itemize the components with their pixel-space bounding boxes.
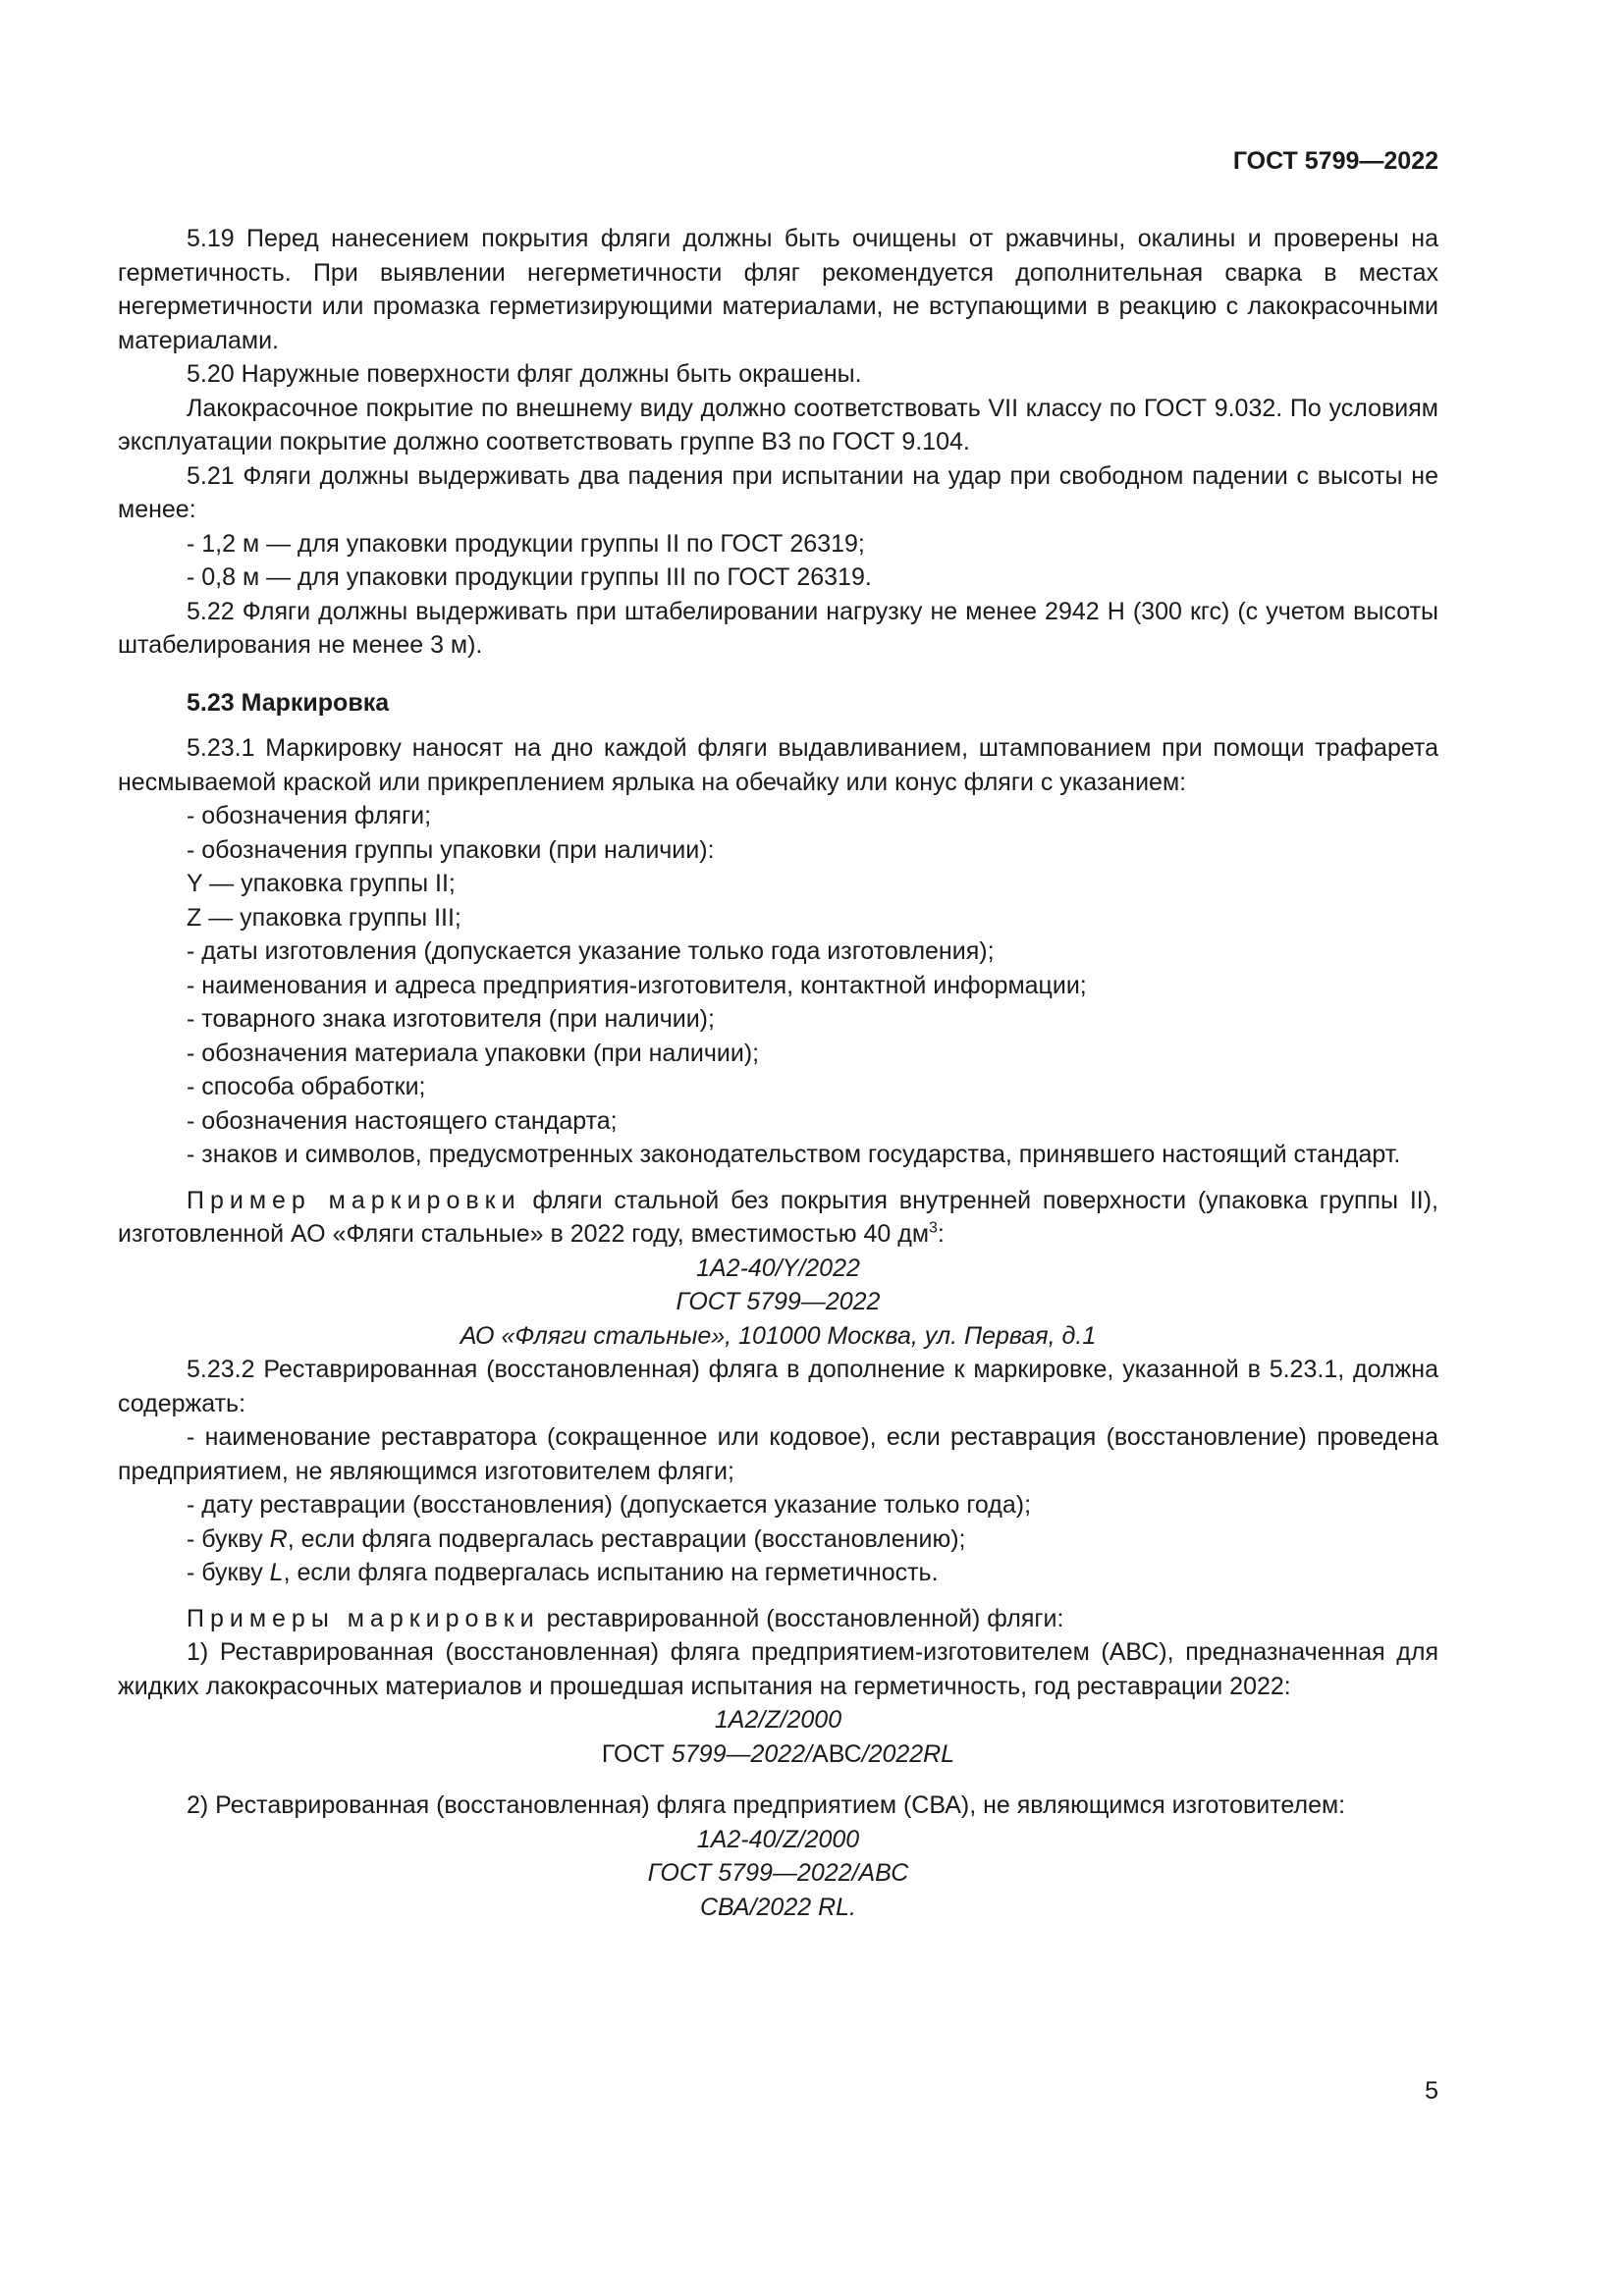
example-1-mark-line-2 xyxy=(118,1737,1438,1772)
list-item: Z — упаковка группы III; xyxy=(187,903,461,932)
gost-number: 5799—2022/ xyxy=(671,1739,813,1768)
example-mark-line-3: АО «Фляги стальные», 101000 Москва, ул. Первая, д.1 xyxy=(460,1321,1097,1350)
example-superscript: 3 xyxy=(929,1219,938,1237)
list-item: - 0,8 м — для упаковки продукции группы III по ГОСТ 26319. xyxy=(187,563,872,591)
letter-l: L xyxy=(269,1559,284,1586)
example-text: фляги стальной без покрытия внутренней поверхности (упаковка группы II), изготовленной АО «Фляги стальные» в 2022 году, вместимостью 40 дм xyxy=(118,1186,1438,1248)
list-item: - обозначения материала упаковки (при наличии); xyxy=(187,1039,760,1067)
list-item: - товарного знака изготовителя (при наличии); xyxy=(187,1005,715,1033)
paragraph-5-21: 5.21 Фляги должны выдерживать два падения при испытании на удар при свободном падении с высоты не менее: xyxy=(118,461,1438,523)
page-number: 5 xyxy=(1425,2077,1438,2105)
standard-header: ГОСТ 5799—2022 xyxy=(1232,147,1438,175)
example-mark-line-1: 1A2-40/Y/2022 xyxy=(696,1254,860,1282)
list-item: - 1,2 м — для упаковки продукции группы II по ГОСТ 26319; xyxy=(187,529,865,558)
example-end: : xyxy=(937,1220,945,1248)
list-item: - обозначения настоящего стандарта; xyxy=(187,1106,618,1135)
list-item-text: , если фляга подвергалась испытанию на герметичность. xyxy=(283,1559,939,1586)
manufacturer-code: АВС xyxy=(812,1739,862,1768)
list-item: - даты изготовления (допускается указание только года изготовления); xyxy=(187,937,995,965)
list-item: - наименование реставратора (сокращенное или кодовое), если реставрация (восстановление) проведена предприятием, не являющимся изготовителем фляги; xyxy=(118,1423,1438,1485)
example-mark-line-2: ГОСТ 5799—2022 xyxy=(676,1288,881,1315)
paragraph-5-22: 5.22 Фляги должны выдерживать при штабелировании нагрузку не менее 2942 Н (300 кгс) (с учетом высоты штабелирования не менее 3 м). xyxy=(118,597,1438,659)
list-item-text: , если фляга подвергалась реставрации (восстановлению); xyxy=(287,1524,966,1553)
list-item: - способа обработки; xyxy=(187,1073,426,1100)
paragraph-5-20: 5.20 Наружные поверхности фляг должны быть окрашены. xyxy=(187,360,862,388)
list-item xyxy=(118,1522,1438,1557)
example-paragraph xyxy=(118,1184,1438,1252)
example-2-mark-line-3: СВА/2022 RL. xyxy=(700,1893,856,1921)
list-item-last: - знаков и символов, предусмотренных законодательством государства, принявшего настоящий стандарт. xyxy=(187,1141,1401,1168)
paragraph-5-23-1: 5.23.1 Маркировку наносят на дно каждой фляги выдавливанием, штампованием при помощи трафарета несмываемой краской или прикреплением ярлыка на обечайку или конус фляги с указанием: xyxy=(118,734,1438,796)
document-page xyxy=(118,0,1438,2296)
example-1: 1) Реставрированная (восстановленная) фляга предприятием-изготовителем (АВС), предназначенная для жидких лакокрасочных материалов и прошедшая испытания на герметичность, год реставрации 2022: xyxy=(118,1638,1438,1700)
letter-r: R xyxy=(269,1524,288,1553)
list-item-prefix: - букву xyxy=(187,1524,270,1553)
paragraph-5-23-2: 5.23.2 Реставрированная (восстановленная) фляга в дополнение к маркировке, указанной в 5.23.1, должна содержать: xyxy=(118,1356,1438,1417)
list-item xyxy=(118,1556,1438,1590)
example-1-mark-line-1: 1A2/Z/2000 xyxy=(714,1706,842,1734)
list-item-prefix: - букву xyxy=(187,1559,270,1586)
paragraph-5-20-coating: Лакокрасочное покрытие по внешнему виду должно соответствовать VII классу по ГОСТ 9.032. По условиям эксплуатации покрытие должно соответствовать группе В3 по ГОСТ 9.104. xyxy=(118,394,1438,455)
list-item: - наименования и адреса предприятия-изготовителя, контактной информации; xyxy=(187,971,1087,999)
paragraph-5-19: 5.19 Перед нанесением покрытия фляги должны быть очищены от ржавчины, окалины и проверены на герметичность. При выявлении негерметичности фляг рекомендуется дополнительная сварка в местах негерметичности или промазка герметизирующими материалами, не вступающими в реакцию с лакокрасочными материалами. xyxy=(118,225,1438,354)
section-title-marking: 5.23 Маркировка xyxy=(187,688,390,717)
example-2-mark-line-1: 1A2-40/Z/2000 xyxy=(696,1825,860,1853)
list-item: - дату реставрации (восстановления) (допускается указание только года); xyxy=(187,1491,1032,1519)
list-item: Y — упаковка группы II; xyxy=(187,870,456,897)
examples-text: реставрированной (восстановленной) фляги: xyxy=(539,1604,1064,1632)
document-body xyxy=(118,222,1438,1924)
examples-label: Примеры маркировки xyxy=(187,1604,540,1632)
example-2-mark-line-2: ГОСТ 5799—2022/АВС xyxy=(647,1859,909,1887)
gost-prefix: ГОСТ xyxy=(601,1739,672,1768)
list-item: - обозначения фляги; xyxy=(187,802,432,829)
example-2: 2) Реставрированная (восстановленная) фляга предприятием (СВА), не являющимся изготовителем: xyxy=(187,1791,1346,1819)
list-item: - обозначения группы упаковки (при наличии): xyxy=(187,835,715,864)
restoration-code: /2022RL xyxy=(861,1739,955,1768)
example-label: Пример маркировки xyxy=(187,1186,521,1214)
examples-paragraph xyxy=(118,1602,1438,1636)
